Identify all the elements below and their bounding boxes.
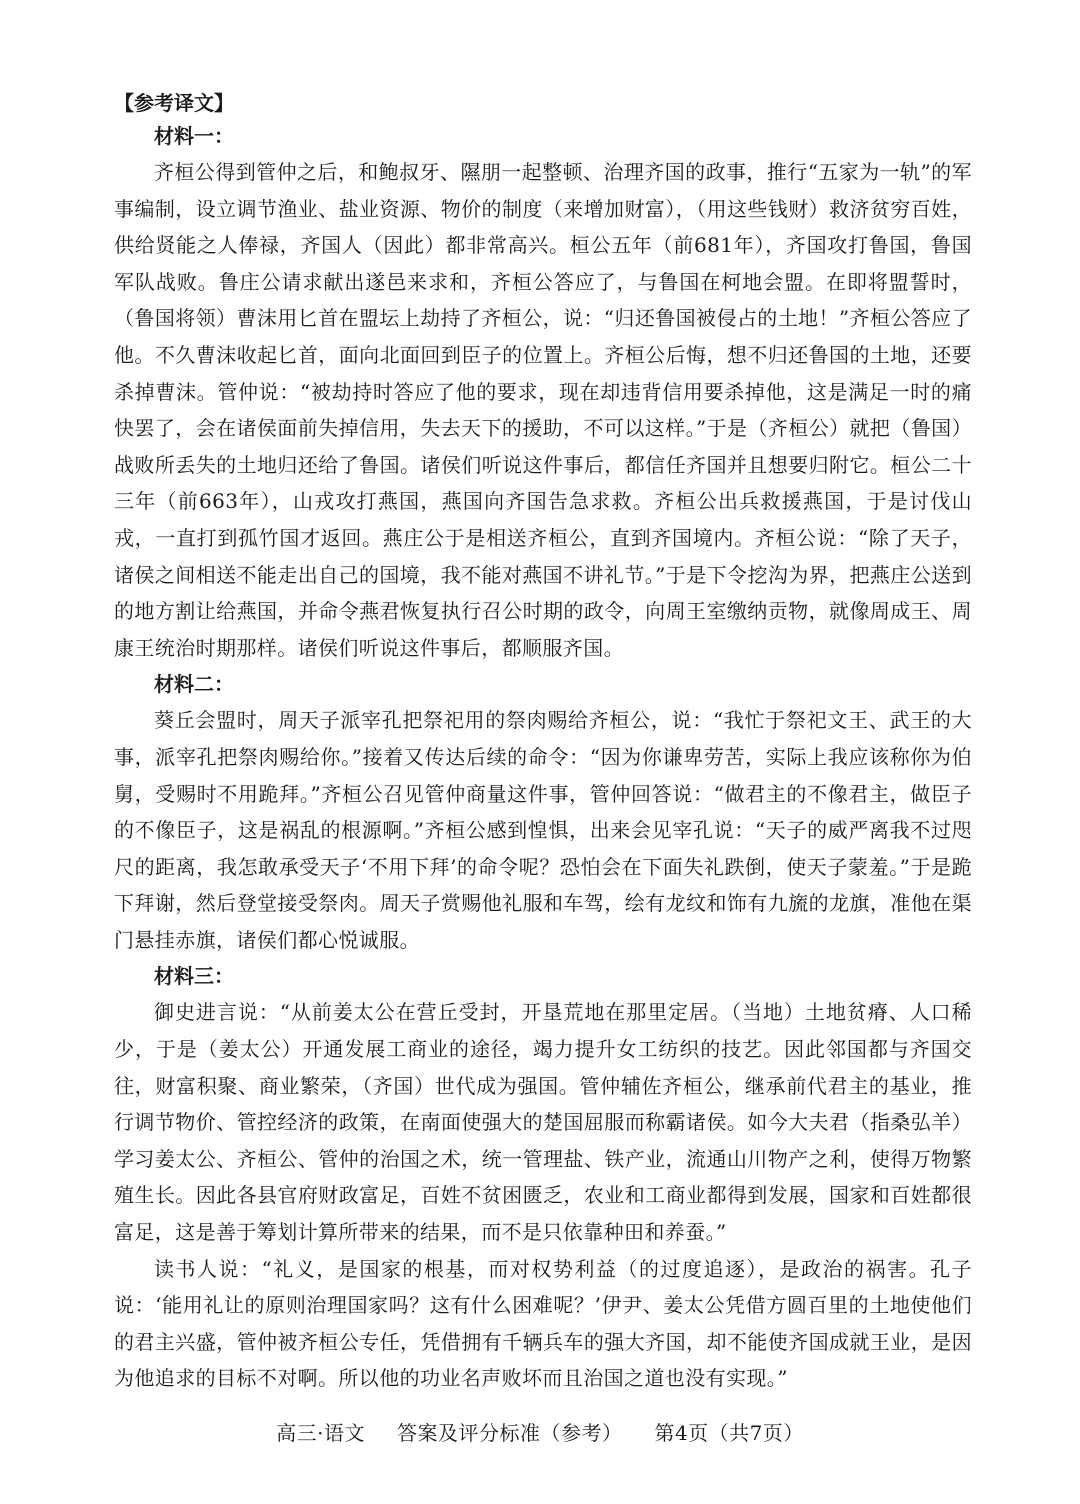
- material-one-text: 齐桓公得到管仲之后，和鲍叔牙、隰朋一起整顿、治理齐国的政事，推行“五家为一轨”的军事编制，设立调节渔业、盐业资源、物价的制度（来增加财富），（用这些钱财）救济贫穷百姓，供给贤能之人俸禄，齐国人（因此）都非常高兴。桓公五年（前681年），齐国攻打鲁国，鲁国军队战败。鲁庄公请求献出遂邑来求和，齐桓公答应了，与鲁国在柯地会盟。在即将盟誓时，（鲁国将领）曹沫用匕首在盟坛上劫持了齐桓公，说：“归还鲁国被侵占的土地！”齐桓公答应了他。不久曹沫收起匕首，面向北面回到臣子的位置上。齐桓公后悔，想不归还鲁国的土地，还要杀掉曹沫。管仲说：“被劫持时答应了他的要求，现在却违背信用要杀掉他，这是满足一时的痛快罢了，会在诸侯面前失掉信用，失去天下的援助，不可以这样。”于是（齐桓公）就把（鲁国）战败所丢失的土地归还给了鲁国。诸侯们听说这件事后，都信任齐国并且想要归附它。桓公二十三年（前663年），山戎攻打燕国，燕国向齐国告急求救。齐桓公出兵救援燕国，于是讨伐山戎，一直打到孤竹国才返回。燕庄公于是相送齐桓公，直到齐国境内。齐桓公说：“除了天子，诸侯之间相送不能走出自己的国境，我不能对燕国不讲礼节。”于是下令挖沟为界，把燕庄公送到的地方割让给燕国，并命令燕君恢复执行召公时期的政令，向周王室缴纳贡物，就像周成王、周康王统治时期那样。诸侯们听说这件事后，都顺服齐国。: [114, 160, 972, 660]
- page-footer: [0, 1418, 1080, 1448]
- material-three-title: 材料三：: [154, 964, 234, 989]
- section-heading: 【参考译文】: [114, 91, 234, 115]
- footer-doc-title: 答案及评分标准（参考）: [396, 1421, 623, 1445]
- material-two-title: 材料二：: [154, 672, 234, 697]
- footer-subject: 高三·语文: [276, 1421, 365, 1445]
- material-three-text-1: 御史进言说：“从前姜太公在营丘受封，开垦荒地在那里定居。（当地）土地贫瘠、人口稀少，于是（姜太公）开通发展工商业的途径，竭力提升女工纺织的技艺。因此邻国都与齐国交往，财富积聚、商业繁荣，（齐国）世代成为强国。管仲辅佐齐桓公，继承前代君主的基业，推行调节物价、管控经济的政策，在南面使强大的楚国屈服而称霸诸侯。如今大夫君（指桑弘羊）学习姜太公、齐桓公、管仲的治国之术，统一管理盐、铁产业，流通山川物产之利，使得万物繁殖生长。因此各县官府财政富足，百姓不贫困匮乏，农业和工商业都得到发展，国家和百姓都很富足，这是善于筹划计算所带来的结果，而不是只依靠种田和养蚕。”: [114, 1000, 972, 1245]
- material-three-text-2: 读书人说：“礼义，是国家的根基，而对权势利益（的过度追逐），是政治的祸害。孔子说：‘能用礼让的原则治理国家吗？这有什么困难呢？’伊尹、姜太公凭借方圆百里的土地使他们的君主兴盛，管仲被齐桓公专任，凭借拥有千辆兵车的强大齐国，却不能使齐国成就王业，是因为他追求的目标不对啊。所以他的功业名声败坏而且治国之道也没有实现。”: [114, 1256, 972, 1391]
- footer-page-info: 第4页（共7页）: [654, 1421, 804, 1445]
- material-two-text: 葵丘会盟时，周天子派宰孔把祭祀用的祭肉赐给齐桓公，说：“我忙于祭祀文王、武王的大事，派宰孔把祭肉赐给你。”接着又传达后续的命令：“因为你谦卑劳苦，实际上我应该称你为伯舅，受赐时不用跪拜。”齐桓公召见管仲商量这件事，管仲回答说：“做君主的不像君主，做臣子的不像臣子，这是祸乱的根源啊。”齐桓公感到惶惧，出来会见宰孔说：“天子的威严离我不过咫尺的距离，我怎敢承受天子‘不用下拜’的命令呢？恐怕会在下面失礼跌倒，使天子蒙羞。”于是跪下拜谢，然后登堂接受祭肉。周天子赏赐他礼服和车驾，绘有龙纹和饰有九旒的龙旗，准他在渠门悬挂赤旗，诸侯们都心悦诚服。: [114, 708, 972, 952]
- material-one-title: 材料一：: [154, 124, 234, 148]
